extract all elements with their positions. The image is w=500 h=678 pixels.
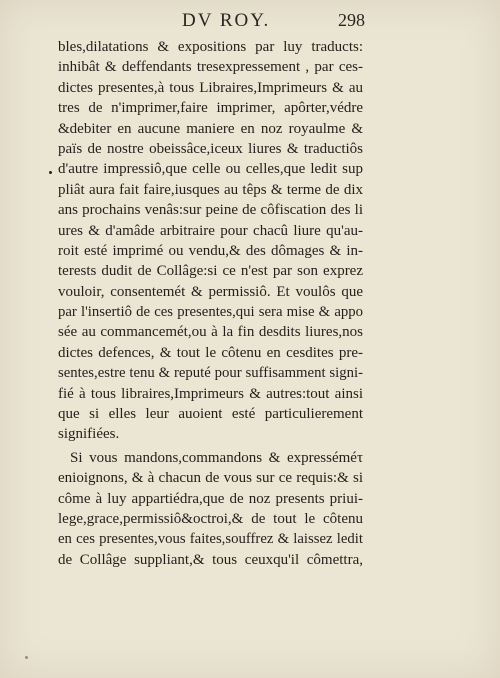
text-line: de Collâge suppliant,& tous ceuxqu'il cômettra, bbox=[58, 551, 363, 568]
text-line: dictes defences, & tout le côtenu en cesdites pre- bbox=[58, 344, 363, 361]
text-line: Si vous mandons,commandons & expresséméτ bbox=[70, 449, 363, 466]
body-text bbox=[58, 37, 363, 570]
paragraph-1 bbox=[58, 37, 363, 445]
text-line: roit esté imprimé ou vendu,& des dômages & in- bbox=[58, 242, 363, 259]
text-line: bles,dilatations & expositions par luy traducts: bbox=[58, 39, 363, 55]
text-line: signifiées. bbox=[58, 426, 120, 443]
text-line: enioignons, & à chacun de vous sur ce requis:& si bbox=[58, 470, 363, 487]
text-line: lege,grace,permissiô&octroi,& de tout le côtenu bbox=[58, 510, 363, 527]
text-line: terests dudit de Collâge:si ce n'est par son exprez bbox=[58, 263, 363, 280]
text-line: sentes,estre tenu & reputé pour suffisamment signi- bbox=[58, 365, 363, 382]
text-line: inhibât & deffendants tresexpressement , par ces- bbox=[58, 59, 363, 76]
text-line: pliât aura fait faire,iusques au têps & terme de dix bbox=[58, 181, 363, 198]
running-head bbox=[0, 6, 500, 32]
margin-dot-mark bbox=[49, 171, 52, 174]
text-line: fié à tous libraires,Imprimeurs & autres:tout ainsi bbox=[58, 385, 363, 402]
text-line: par l'insertiô de ces presentes,qui sera mise & appo bbox=[58, 304, 363, 321]
text-line: en ces presentes,vous faites,souffrez & laissez ledit bbox=[58, 531, 363, 548]
paper-blemish bbox=[25, 656, 28, 659]
text-line: vouloir, consentemét & permissiô. Et voulôs que bbox=[58, 283, 363, 300]
text-line: dictes presentes,à tous Libraires,Imprimeurs & au bbox=[58, 79, 363, 96]
text-line: que si elles leur auoient esté particulierement bbox=[58, 406, 363, 423]
text-line: ures & d'amâde arbitraire pour chacû liure qu'au- bbox=[58, 222, 363, 239]
text-line: tres de n'imprimer,faire imprimer, apôrter,védre bbox=[58, 100, 363, 117]
text-line: d'autre impressiô,que celle ou celles,que ledit sup bbox=[58, 161, 363, 178]
text-line: païs de nostre obeissâce,iceux liures & traductiôs bbox=[58, 140, 363, 157]
text-line: ans prochains venâs:sur peine de côfiscation des li bbox=[58, 202, 363, 219]
paragraph-2 bbox=[58, 448, 363, 570]
page-number: 298 bbox=[338, 10, 365, 30]
text-line: sée au commancemét,ou à la fin desdits liures,nos bbox=[58, 324, 363, 341]
text-line: côme à luy appartiédra,que de noz presents priui- bbox=[58, 490, 363, 507]
text-line: &debiter en aucune maniere en noz royaulme & bbox=[58, 120, 363, 137]
running-title: DV ROY. bbox=[182, 10, 271, 31]
